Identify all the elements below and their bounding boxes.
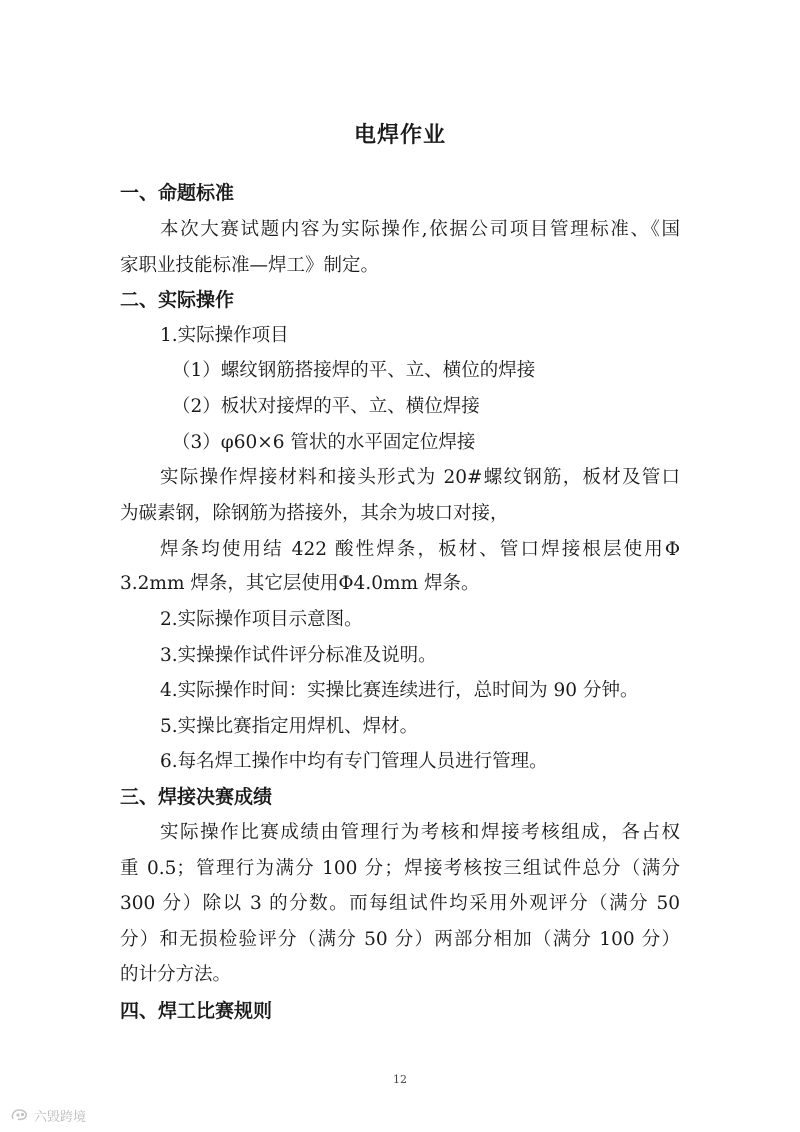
watermark-logo-icon (10, 1107, 30, 1123)
list-item: 2.实际操作项目示意图。 (160, 609, 363, 630)
section-heading-3: 三、焊接决赛成绩 (120, 786, 273, 808)
list-item: 5.实操比赛指定用焊机、焊材。 (160, 716, 419, 737)
paragraph-line: 实际操作焊接材料和接头形式为 20#螺纹钢筋，板材及管口 (160, 467, 680, 488)
list-item: 4.实际操作时间：实操比赛连续进行，总时间为 90 分钟。 (160, 680, 639, 701)
watermark (10, 1104, 86, 1126)
list-item: （1）螺纹钢筋搭接焊的平、立、横位的焊接 (172, 360, 536, 381)
page-number: 12 (393, 1073, 407, 1086)
list-item: （3）φ60×6 管状的水平固定位焊接 (172, 432, 476, 453)
section-heading-4: 四、焊工比赛规则 (120, 1000, 273, 1022)
section-heading-1: 一、命题标准 (120, 182, 235, 204)
paragraph-line: 分）和无损检验评分（满分 50 分）两部分相加（满分 100 分） (120, 929, 680, 950)
list-item: （2）板状对接焊的平、立、横位焊接 (172, 396, 480, 417)
list-item: 3.实操操作试件评分标准及说明。 (160, 645, 437, 666)
document-title: 电焊作业 (353, 123, 446, 148)
paragraph-line: 300 分）除以 3 的分数。而每组试件均采用外观评分（满分 50 (120, 893, 680, 914)
watermark-text: 六毁跨境 (34, 1109, 87, 1125)
list-item: 1.实际操作项目 (160, 325, 289, 346)
paragraph-line: 本次大赛试题内容为实际操作,依据公司项目管理标准、《国 (160, 219, 680, 240)
paragraph-line: 的计分方法。 (120, 964, 232, 985)
paragraph-line: 实际操作比赛成绩由管理行为考核和焊接考核组成，各占权 (160, 822, 680, 843)
paragraph-line: 家职业技能标准—焊工》制定。 (120, 255, 380, 276)
list-item: 6.每名焊工操作中均有专门管理人员进行管理。 (160, 751, 548, 772)
paragraph-line: 为碳素钢，除钢筋为搭接外，其余为坡口对接， (120, 503, 509, 524)
paragraph-line: 焊条均使用结 422 酸性焊条，板材、管口焊接根层使用Φ (160, 539, 680, 560)
paragraph-line: 3.2mm 焊条，其它层使用Φ4.0mm 焊条。 (120, 573, 480, 594)
paragraph-line: 重 0.5；管理行为满分 100 分；焊接考核按三组试件总分（满分 (120, 858, 680, 879)
section-heading-2: 二、实际操作 (120, 289, 235, 311)
